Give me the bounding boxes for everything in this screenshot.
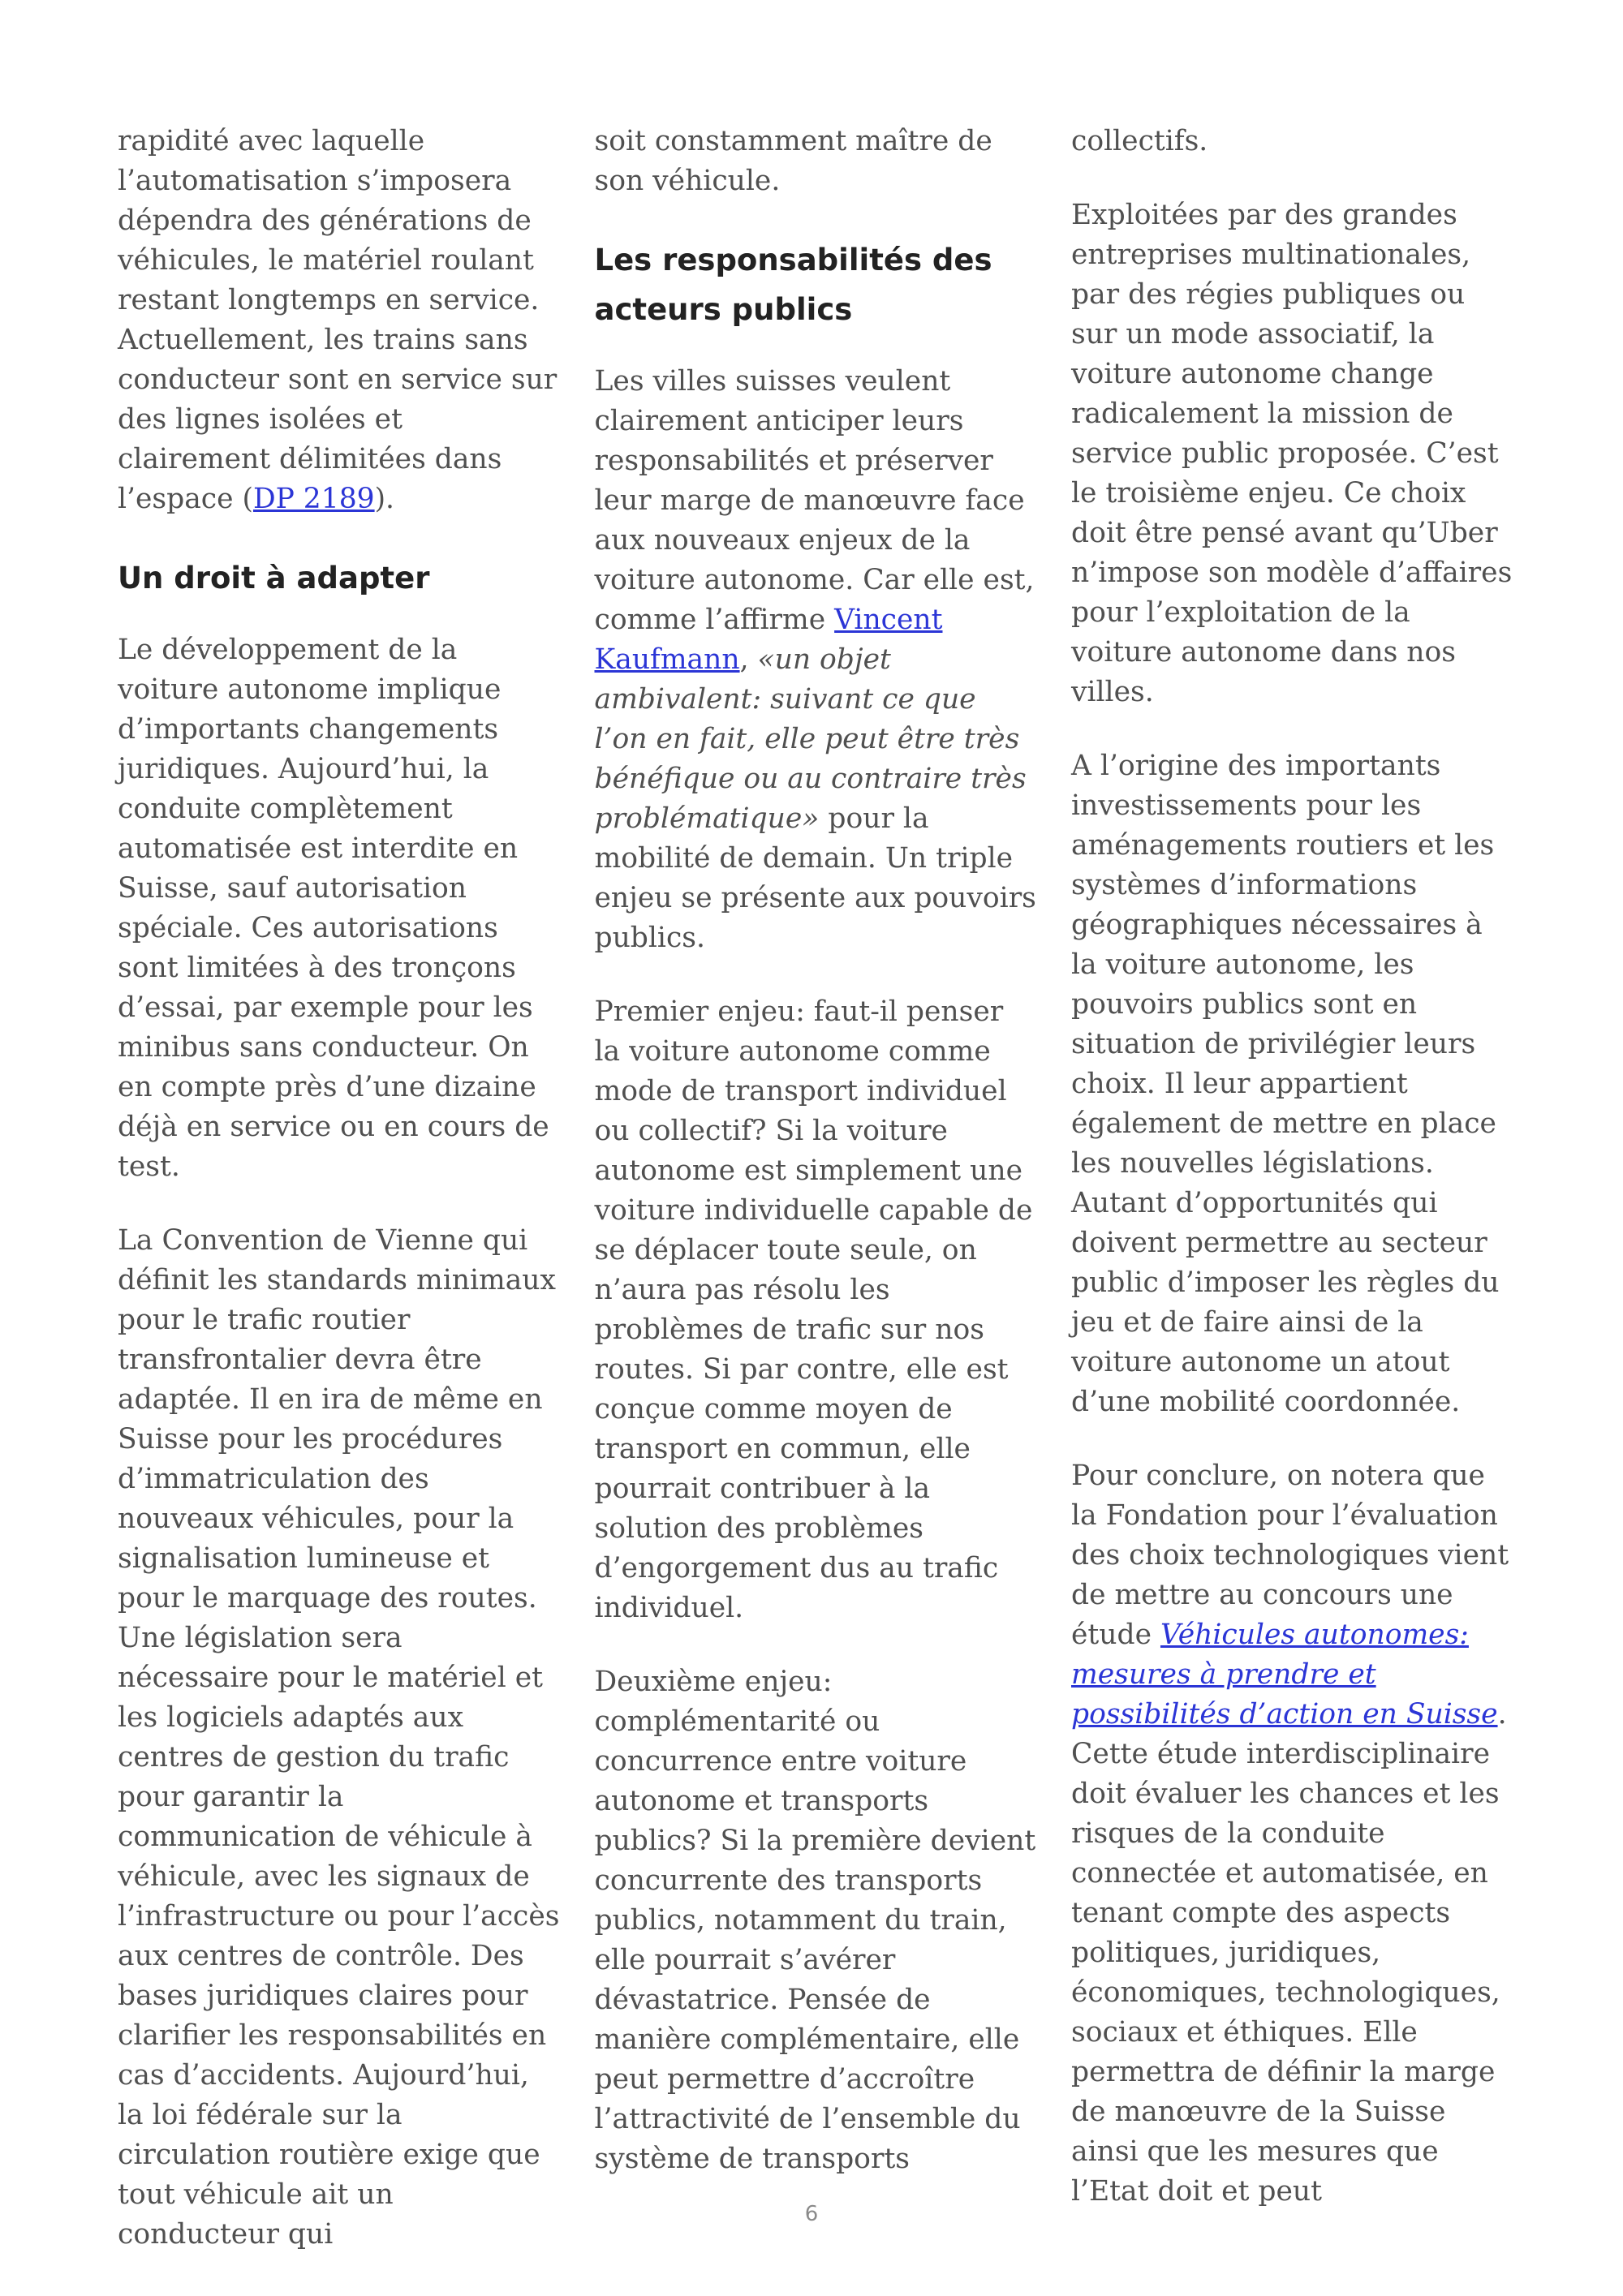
page-number: 6 (804, 2202, 819, 2226)
paragraph-collectifs: collectifs. (1071, 125, 1208, 157)
paragraph-text-end: . Cette étude interdisciplinaire doit évaluer les chances et les risques de la conduite connectée et automatisée, en tenant compte des aspects politiques, juridiques, économiques, technologiques, sociaux et éthiques. Elle permettra de définir la marge de manœuvre de la Suisse ainsi que les mesures que l’Etat doit et peut (1071, 1698, 1507, 2208)
paragraph-text-end: pour la mobilité de demain. Un triple enjeu se présente aux pouvoirs publics. (594, 802, 1036, 954)
paragraph-separator: , (739, 643, 758, 676)
paragraph-deuxieme-enjeu: Deuxième enjeu: complémentarité ou concurrence entre voiture autonome et transports publics? Si la première devient concurrente des transports publics, notamment du train, elle pourrait s’avérer dévastatrice. Pensée de manière complémentaire, elle peut permettre d’accroître l’attractivité de l’ensemble du système de transports (594, 1666, 1036, 2175)
column-1 (118, 122, 560, 2251)
paragraph-conclusion (1071, 1456, 1513, 2212)
paragraph-text: Pour conclure, on notera que la Fondation pour l’évaluation des choix technologiques vient de mettre au concours une étude (1071, 1460, 1509, 1651)
column-2 (594, 122, 1037, 2175)
paragraph-text-end: ). (374, 483, 395, 515)
paragraph-legal-changes: Le développement de la voiture autonome implique d’importants changements juridiques. Aujourd’hui, la conduite complètement automatisée est interdite en Suisse, sauf autorisation spéciale. Ces autorisations sont limitées à des tronçons d’essai, par exemple pour les minibus sans conducteur. On en compte près d’une dizaine déjà en service ou en cours de test. (118, 634, 549, 1183)
paragraph-driver-control: soit constamment maître de son véhicule. (594, 125, 992, 197)
heading-un-droit-a-adapter: Un droit à adapter (118, 561, 430, 595)
vincent-kaufmann-link[interactable]: Vincent Kaufmann (594, 604, 943, 676)
kaufmann-quote: «un objet ambivalent: suivant ce que l’on en fait, elle peut être très bénéfique ou au contraire très problématique» (594, 643, 1027, 835)
paragraph-vienna-convention: La Convention de Vienne qui définit les standards minimaux pour le trafic routier transfrontalier devra être adaptée. Il en ira de même en Suisse pour les procédures d’immatriculation des nouveaux véhicules, pour la signalisation lumineuse et pour le marquage des routes. Une législation sera nécessaire pour le matériel et les logiciels adaptés aux centres de gestion du trafic pour garantir la communication de véhicule à véhicule, avec les signaux de l’infrastructure ou pour l’accès aux centres de contrôle. Des bases juridiques claires pour clarifier les responsabilités en cas d’accidents. Aujourd’hui, la loi fédérale sur la circulation routière exige que tout véhicule ait un conducteur qui (118, 1224, 560, 2251)
paragraph-troisieme-enjeu: Exploitées par des grandes entreprises multinationales, par des régies publiques ou sur un mode associatif, la voiture autonome change radicalement la mission de service public proposée. C’est le troisième enjeu. Ce choix doit être pensé avant qu’Uber n’impose son modèle d’affaires pour l’exploitation de la voiture autonome dans nos villes. (1071, 199, 1513, 708)
etude-vehicules-autonomes-link[interactable]: Véhicules autonomes: mesures à prendre et possibilités d’action en Suisse (1071, 1619, 1498, 1731)
heading-responsabilites-acteurs-publics: Les responsabilités des acteurs publics (594, 243, 992, 327)
paragraph-text: rapidité avec laquelle l’automatisation s’imposera dépendra des générations de véhicules, le matériel roulant restant longtemps en service. Actuellement, les trains sans conducteur sont en service sur des lignes isolées et clairement délimitées dans l’espace ( (118, 125, 558, 515)
paragraph-investissements: A l’origine des importants investissements pour les aménagements routiers et les systèmes d’informations géographiques nécessaires à la voiture autonome, les pouvoirs publics sont en situation de privilégier leurs choix. Il leur appartient également de mettre en place les nouvelles législations. Autant d’opportunités qui doivent permettre au secteur public d’imposer les règles du jeu et de faire ainsi de la voiture autonome un atout d’une mobilité coordonnée. (1071, 750, 1500, 1418)
paragraph-premier-enjeu: Premier enjeu: faut-il penser la voiture autonome comme mode de transport individuel ou collectif? Si la voiture autonome est simplement une voiture individuelle capable de se déplacer toute seule, on n’aura pas résolu les problèmes de trafic sur nos routes. Si par contre, elle est conçue comme moyen de transport en commun, elle pourrait contribuer à la solution des problèmes d’engorgement dus au trafic individuel. (594, 995, 1033, 1624)
paragraph-automation-trains (118, 122, 560, 519)
paragraph-swiss-cities (595, 362, 1037, 958)
dp-2189-link[interactable]: DP 2189 (252, 483, 375, 515)
text-columns (118, 122, 1513, 2251)
paragraph-text: Les villes suisses veulent clairement anticiper leurs responsabilités et préserver leur marge de manœuvre face aux nouveaux enjeux de la voiture autonome. Car elle est, comme l’affirme (594, 365, 1035, 636)
column-3 (1071, 122, 1513, 2208)
